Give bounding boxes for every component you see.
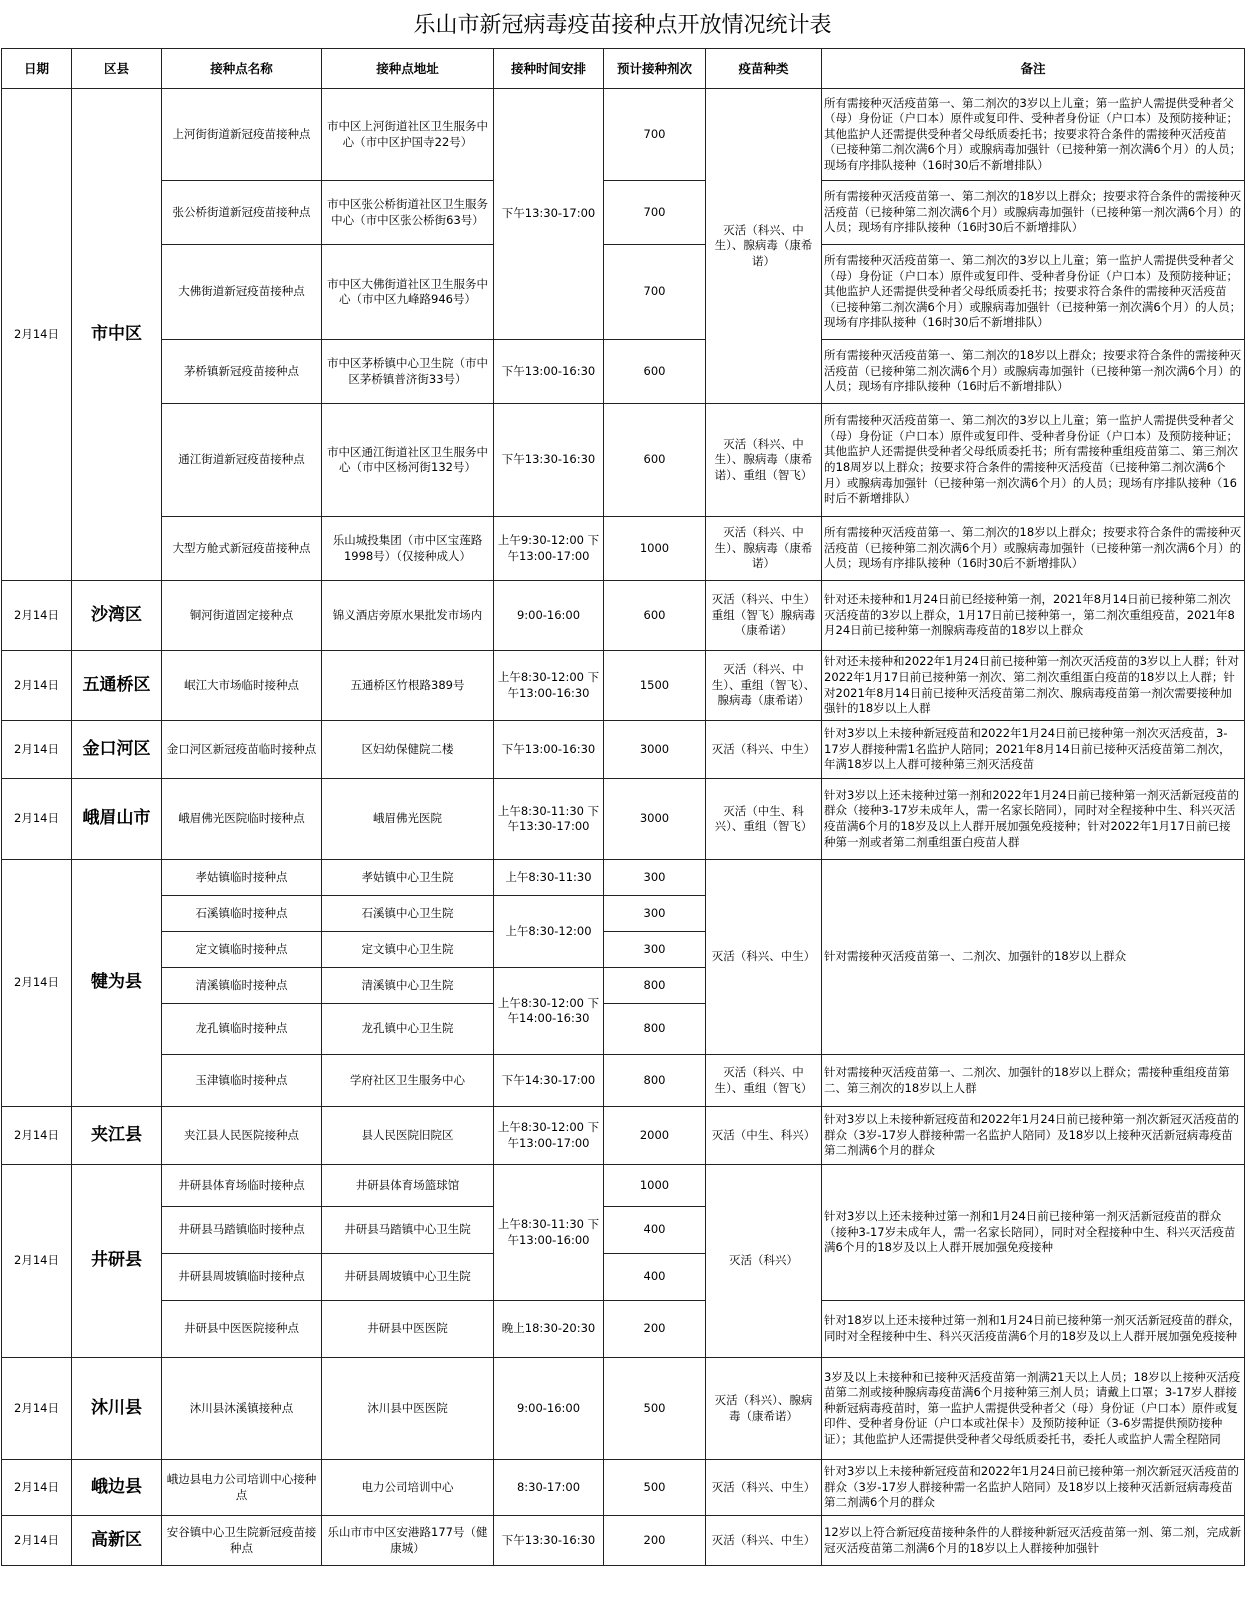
doses-cell: 2000 (604, 1107, 706, 1165)
doses-cell: 3000 (604, 779, 706, 860)
doses-cell: 400 (604, 1254, 706, 1301)
time-cell: 下午13:30-16:30 (494, 1516, 604, 1566)
table-row (2, 517, 1245, 581)
district-cell: 井研县 (72, 1165, 162, 1358)
site-name-cell: 孝姑镇临时接种点 (162, 860, 322, 896)
table-row (2, 404, 1245, 517)
doses-cell: 600 (604, 340, 706, 404)
table-row (2, 779, 1245, 860)
note-cell: 针对3岁以上未接种新冠疫苗和2022年1月24日前已接种第一剂次灭活疫苗，3-17岁人群接种需1名监护人陪同；2021年8月14日前已接种灭活疫苗第二剂次，年满18岁以上人群可接种第三剂灭活疫苗 (822, 721, 1245, 779)
vaccine-type-cell: 灭活（科兴、中生） (706, 1460, 822, 1516)
header-district: 区县 (72, 49, 162, 89)
site-name-cell: 大佛街道新冠疫苗接种点 (162, 245, 322, 340)
site-address-cell: 井研县体育场篮球馆 (322, 1165, 494, 1207)
header-vaccine-type: 疫苗种类 (706, 49, 822, 89)
table-row (2, 1107, 1245, 1165)
district-cell: 峨边县 (72, 1460, 162, 1516)
doses-cell: 200 (604, 1301, 706, 1358)
site-address-cell: 五通桥区竹根路389号 (322, 651, 494, 721)
note-cell: 针对3岁以上未接种新冠疫苗和2022年1月24日前已接种第一剂次新冠灭活疫苗的群众（3岁-17岁人群接种需一名监护人陪同）及18岁以上接种灭活新冠病毒疫苗第二剂满6个月的群众 (822, 1460, 1245, 1516)
site-address-cell: 市中区大佛街道社区卫生服务中心（市中区九峰路946号） (322, 245, 494, 340)
district-cell: 高新区 (72, 1516, 162, 1566)
site-name-cell: 井研县体育场临时接种点 (162, 1165, 322, 1207)
table-row (2, 1516, 1245, 1566)
doses-cell: 200 (604, 1516, 706, 1566)
doses-cell: 1000 (604, 517, 706, 581)
site-address-cell: 井研县周坡镇中心卫生院 (322, 1254, 494, 1301)
note-cell: 针对需接种灭活疫苗第一、二剂次、加强针的18岁以上群众 (822, 860, 1245, 1055)
date-cell: 2月14日 (2, 651, 72, 721)
vaccine-type-cell: 灭活（中生、科兴）、重组（智飞） (706, 779, 822, 860)
header-date: 日期 (2, 49, 72, 89)
date-cell: 2月14日 (2, 1165, 72, 1358)
table-row (2, 340, 1245, 404)
site-name-cell: 井研县马踏镇临时接种点 (162, 1207, 322, 1254)
district-cell: 金口河区 (72, 721, 162, 779)
vaccine-type-cell: 灭活（中生、科兴） (706, 1107, 822, 1165)
time-cell: 上午8:30-11:30 (494, 860, 604, 896)
time-cell: 上午8:30-12:00 下午13:00-16:30 (494, 651, 604, 721)
site-name-cell: 茅桥镇新冠疫苗接种点 (162, 340, 322, 404)
site-address-cell: 市中区通江街道社区卫生服务中心（市中区杨河街132号） (322, 404, 494, 517)
vaccine-type-cell: 灭活（科兴、中生） (706, 1516, 822, 1566)
vaccine-type-cell: 灭活（科兴）、腺病毒（康希诺） (706, 1358, 822, 1460)
note-cell: 所有需接种灭活疫苗第一、第二剂次的3岁以上儿童；第一监护人需提供受种者父（母）身份证（户口本）原件或复印件、受种者身份证（户口本）及预防接种证；其他监护人还需提供受种者父母纸质委托书；按要求符合条件的需接种灭活疫苗（已接种第二剂次满6个月）或腺病毒加强针（已接种第一剂次满6个月）的人员；现场有序排队接种（16时30后不新增排队） (822, 245, 1245, 340)
site-address-cell: 乐山城投集团（市中区宝莲路1998号）（仅接种成人） (322, 517, 494, 581)
table-row (2, 245, 1245, 340)
site-address-cell: 市中区上河街道社区卫生服务中心（市中区护国寺22号） (322, 89, 494, 181)
table-row (2, 1055, 1245, 1107)
site-name-cell: 龙孔镇临时接种点 (162, 1004, 322, 1055)
site-address-cell: 井研县中医医院 (322, 1301, 494, 1358)
time-cell: 下午13:00-16:30 (494, 721, 604, 779)
time-cell: 下午14:30-17:00 (494, 1055, 604, 1107)
note-cell: 所有需接种灭活疫苗第一、第二剂次的3岁以上儿童；第一监护人需提供受种者父（母）身份证（户口本）原件或复印件、受种者身份证（户口本）及预防接种证；其他监护人还需提供受种者父母纸质委托书；所有需接种重组疫苗第二、第三剂次的18周岁以上群众；按要求符合条件的需接种灭活疫苗（已接种第二剂次满6个月）或腺病毒加强针（已接种第一剂次满6个月）的人员；现场有序排队接种（16时后不新增排队） (822, 404, 1245, 517)
header-site-name: 接种点名称 (162, 49, 322, 89)
site-name-cell: 岷江大市场临时接种点 (162, 651, 322, 721)
table-row (2, 651, 1245, 721)
time-cell: 上午8:30-12:00 下午14:00-16:30 (494, 968, 604, 1055)
vaccine-type-cell: 灭活（科兴） (706, 1165, 822, 1358)
time-cell: 9:00-16:00 (494, 581, 604, 651)
doses-cell: 500 (604, 1358, 706, 1460)
site-address-cell: 峨眉佛光医院 (322, 779, 494, 860)
note-cell: 所有需接种灭活疫苗第一、第二剂次的18岁以上群众；按要求符合条件的需接种灭活疫苗（已接种第二剂次满6个月）或腺病毒加强针（已接种第一剂次满6个月）的人员；现场有序排队接种（16时后不新增排队） (822, 340, 1245, 404)
header-time: 接种时间安排 (494, 49, 604, 89)
time-cell: 上午8:30-11:30 下午13:00-16:00 (494, 1165, 604, 1301)
site-name-cell: 峨边县电力公司培训中心接种点 (162, 1460, 322, 1516)
site-name-cell: 上河街街道新冠疫苗接种点 (162, 89, 322, 181)
table-row (2, 860, 1245, 896)
site-address-cell: 学府社区卫生服务中心 (322, 1055, 494, 1107)
date-cell: 2月14日 (2, 1358, 72, 1460)
site-address-cell: 定文镇中心卫生院 (322, 932, 494, 968)
note-cell: 针对18岁以上还未接种过第一剂和1月24日前已接种第一剂灭活新冠疫苗的群众，同时对全程接种中生、科兴灭活疫苗满6个月的18岁及以上人群开展加强免疫接种 (822, 1301, 1245, 1358)
doses-cell: 800 (604, 1004, 706, 1055)
note-cell: 针对需接种灭活疫苗第一、二剂次、加强针的18岁以上群众；需接种重组疫苗第二、第三剂次的18岁以上人群 (822, 1055, 1245, 1107)
district-cell: 沙湾区 (72, 581, 162, 651)
site-name-cell: 定文镇临时接种点 (162, 932, 322, 968)
doses-cell: 700 (604, 181, 706, 245)
site-address-cell: 龙孔镇中心卫生院 (322, 1004, 494, 1055)
doses-cell: 1500 (604, 651, 706, 721)
note-cell: 所有需接种灭活疫苗第一、第二剂次的18岁以上群众；按要求符合条件的需接种灭活疫苗（已接种第二剂次满6个月）或腺病毒加强针（已接种第一剂次满6个月）的人员；现场有序排队接种（16时30后不新增排队） (822, 181, 1245, 245)
site-address-cell: 孝姑镇中心卫生院 (322, 860, 494, 896)
note-cell: 所有需接种灭活疫苗第一、第二剂次的18岁以上群众；按要求符合条件的需接种灭活疫苗（已接种第二剂次满6个月）或腺病毒加强针（已接种第一剂次满6个月）的人员；现场有序排队接种（16时30后不新增排队） (822, 517, 1245, 581)
district-cell: 沐川县 (72, 1358, 162, 1460)
vaccine-type-cell: 灭活（科兴、中生）、腺病毒（康希诺） (706, 89, 822, 404)
date-cell: 2月14日 (2, 89, 72, 581)
header-doses: 预计接种剂次 (604, 49, 706, 89)
time-cell: 晚上18:30-20:30 (494, 1301, 604, 1358)
district-cell: 犍为县 (72, 860, 162, 1107)
table-row (2, 581, 1245, 651)
site-name-cell: 玉津镇临时接种点 (162, 1055, 322, 1107)
vaccine-type-cell: 灭活（科兴、中生） (706, 860, 822, 1055)
doses-cell: 300 (604, 860, 706, 896)
doses-cell: 800 (604, 968, 706, 1004)
doses-cell: 600 (604, 404, 706, 517)
district-cell: 市中区 (72, 89, 162, 581)
table-header-row (2, 49, 1245, 89)
site-address-cell: 锦义酒店旁原水果批发市场内 (322, 581, 494, 651)
time-cell: 8:30-17:00 (494, 1460, 604, 1516)
table-row (2, 1301, 1245, 1358)
date-cell: 2月14日 (2, 1460, 72, 1516)
note-cell: 针对还未接种和1月24日前已经接种第一剂，2021年8月14日前已接种第二剂次灭活疫苗的3岁以上群众，1月17日前已接种第一，第二剂次重组疫苗，2021年8月24日前已接种第一剂腺病毒疫苗的18岁以上群众 (822, 581, 1245, 651)
site-name-cell: 安谷镇中心卫生院新冠疫苗接种点 (162, 1516, 322, 1566)
table-row (2, 1358, 1245, 1460)
doses-cell: 700 (604, 89, 706, 181)
district-cell: 夹江县 (72, 1107, 162, 1165)
header-site-address: 接种点地址 (322, 49, 494, 89)
vaccine-type-cell: 灭活（科兴、中生）、重组（智飞） (706, 1055, 822, 1107)
note-cell: 3岁及以上未接种和已接种灭活疫苗第一剂满21天以上人员；18岁以上接种灭活疫苗第二剂或接种腺病毒疫苗满6个月接种第三剂人员；请戴上口罩；3-17岁人群接种新冠病毒疫苗时，第一监护人需提供受种者父（母）身份证（户口本）原件或复印件、受种者身份证（户口本或社保卡）及预防接种证（3-6岁需提供预防接种证）；其他监护人还需提供受种者父母纸质委托书，委托人或监护人需全程陪同 (822, 1358, 1245, 1460)
site-address-cell: 区妇幼保健院二楼 (322, 721, 494, 779)
note-cell: 针对3岁以上还未接种过第一剂和2022年1月24日前已接种第一剂灭活新冠疫苗的群众（接种3-17岁未成年人，需一名家长陪同），同时对全程接种中生、科兴灭活疫苗满6个月的18岁及以上人群开展加强免疫接种；针对2022年1月17日前已接种第一剂或者第二剂重组蛋白疫苗人群 (822, 779, 1245, 860)
time-cell: 上午8:30-12:00 (494, 896, 604, 968)
doses-cell: 700 (604, 245, 706, 340)
site-address-cell: 石溪镇中心卫生院 (322, 896, 494, 932)
site-name-cell: 夹江县人民医院接种点 (162, 1107, 322, 1165)
site-address-cell: 电力公司培训中心 (322, 1460, 494, 1516)
time-cell: 下午13:30-17:00 (494, 89, 604, 340)
note-cell: 针对3岁以上未接种新冠疫苗和2022年1月24日前已接种第一剂次新冠灭活疫苗的群众（3岁-17岁人群接种需一名监护人陪同）及18岁以上接种灭活新冠病毒疫苗第二剂满6个月的群众 (822, 1107, 1245, 1165)
vaccination-site-table (1, 48, 1245, 1566)
vaccine-type-cell: 灭活（科兴、中生） (706, 721, 822, 779)
site-address-cell: 县人民医院旧院区 (322, 1107, 494, 1165)
note-cell: 针对还未接种和2022年1月24日前已接种第一剂次灭活疫苗的3岁以上人群；针对2022年1月17日前已接种第一剂次、第二剂次重组蛋白疫苗的18岁以上人群；针对2021年8月14日前已接种灭活疫苗第二剂次、腺病毒疫苗第一剂次需要接种加强针的18岁以上人群 (822, 651, 1245, 721)
district-cell: 五通桥区 (72, 651, 162, 721)
vaccine-type-cell: 灭活（科兴、中生）重组（智飞）腺病毒（康希诺） (706, 581, 822, 651)
note-cell: 所有需接种灭活疫苗第一、第二剂次的3岁以上儿童；第一监护人需提供受种者父（母）身份证（户口本）原件或复印件、受种者身份证（户口本）及预防接种证；其他监护人还需提供受种者父母纸质委托书；按要求符合条件的需接种灭活疫苗（已接种第二剂次满6个月）或腺病毒加强针（已接种第一剂次满6个月）的人员；现场有序排队接种（16时30后不新增排队） (822, 89, 1245, 181)
site-name-cell: 石溪镇临时接种点 (162, 896, 322, 932)
table-row (2, 89, 1245, 181)
time-cell: 上午8:30-12:00 下午13:00-17:00 (494, 1107, 604, 1165)
vaccine-type-cell: 灭活（科兴、中生）、腺病毒（康希诺）、重组（智飞） (706, 404, 822, 517)
note-cell: 针对3岁以上还未接种过第一剂和1月24日前已接种第一剂灭活新冠疫苗的群众（接种3-17岁未成年人，需一名家长陪同），同时对全程接种中生、科兴灭活疫苗满6个月的18岁及以上人群开展加强免疫接种 (822, 1165, 1245, 1301)
header-note: 备注 (822, 49, 1245, 89)
time-cell: 下午13:00-16:30 (494, 340, 604, 404)
note-cell: 12岁以上符合新冠疫苗接种条件的人群接种新冠灭活疫苗第一剂、第二剂，完成新冠灭活疫苗第二剂满6个月的18岁以上人群接种加强针 (822, 1516, 1245, 1566)
site-address-cell: 沐川县中医医院 (322, 1358, 494, 1460)
page-title: 乐山市新冠病毒疫苗接种点开放情况统计表 (413, 13, 832, 38)
site-name-cell: 井研县中医医院接种点 (162, 1301, 322, 1358)
vaccine-type-cell: 灭活（科兴、中生）、重组（智飞）、腺病毒（康希诺） (706, 651, 822, 721)
time-cell: 上午8:30-11:30 下午13:30-17:00 (494, 779, 604, 860)
site-name-cell: 金口河区新冠疫苗临时接种点 (162, 721, 322, 779)
doses-cell: 300 (604, 932, 706, 968)
site-name-cell: 峨眉佛光医院临时接种点 (162, 779, 322, 860)
site-address-cell: 市中区茅桥镇中心卫生院（市中区茅桥镇普济街33号） (322, 340, 494, 404)
doses-cell: 1000 (604, 1165, 706, 1207)
date-cell: 2月14日 (2, 721, 72, 779)
doses-cell: 300 (604, 896, 706, 932)
doses-cell: 3000 (604, 721, 706, 779)
date-cell: 2月14日 (2, 779, 72, 860)
site-address-cell: 清溪镇中心卫生院 (322, 968, 494, 1004)
table-row (2, 1165, 1245, 1207)
table-row (2, 721, 1245, 779)
time-cell: 上午9:30-12:00 下午13:00-17:00 (494, 517, 604, 581)
doses-cell: 400 (604, 1207, 706, 1254)
site-name-cell: 张公桥街道新冠疫苗接种点 (162, 181, 322, 245)
site-name-cell: 沐川县沐溪镇接种点 (162, 1358, 322, 1460)
table-row (2, 1460, 1245, 1516)
site-address-cell: 乐山市市中区安港路177号（健康城） (322, 1516, 494, 1566)
doses-cell: 800 (604, 1055, 706, 1107)
district-cell: 峨眉山市 (72, 779, 162, 860)
site-name-cell: 清溪镇临时接种点 (162, 968, 322, 1004)
doses-cell: 500 (604, 1460, 706, 1516)
time-cell: 9:00-16:00 (494, 1358, 604, 1460)
site-name-cell: 井研县周坡镇临时接种点 (162, 1254, 322, 1301)
vaccine-type-cell: 灭活（科兴、中生）、腺病毒（康希诺） (706, 517, 822, 581)
site-address-cell: 市中区张公桥街道社区卫生服务中心（市中区张公桥街63号） (322, 181, 494, 245)
time-cell: 下午13:30-16:30 (494, 404, 604, 517)
site-name-cell: 通江街道新冠疫苗接种点 (162, 404, 322, 517)
date-cell: 2月14日 (2, 860, 72, 1107)
doses-cell: 600 (604, 581, 706, 651)
date-cell: 2月14日 (2, 1516, 72, 1566)
table-row (2, 181, 1245, 245)
site-name-cell: 铜河街道固定接种点 (162, 581, 322, 651)
site-address-cell: 井研县马踏镇中心卫生院 (322, 1207, 494, 1254)
date-cell: 2月14日 (2, 1107, 72, 1165)
date-cell: 2月14日 (2, 581, 72, 651)
site-name-cell: 大型方舱式新冠疫苗接种点 (162, 517, 322, 581)
